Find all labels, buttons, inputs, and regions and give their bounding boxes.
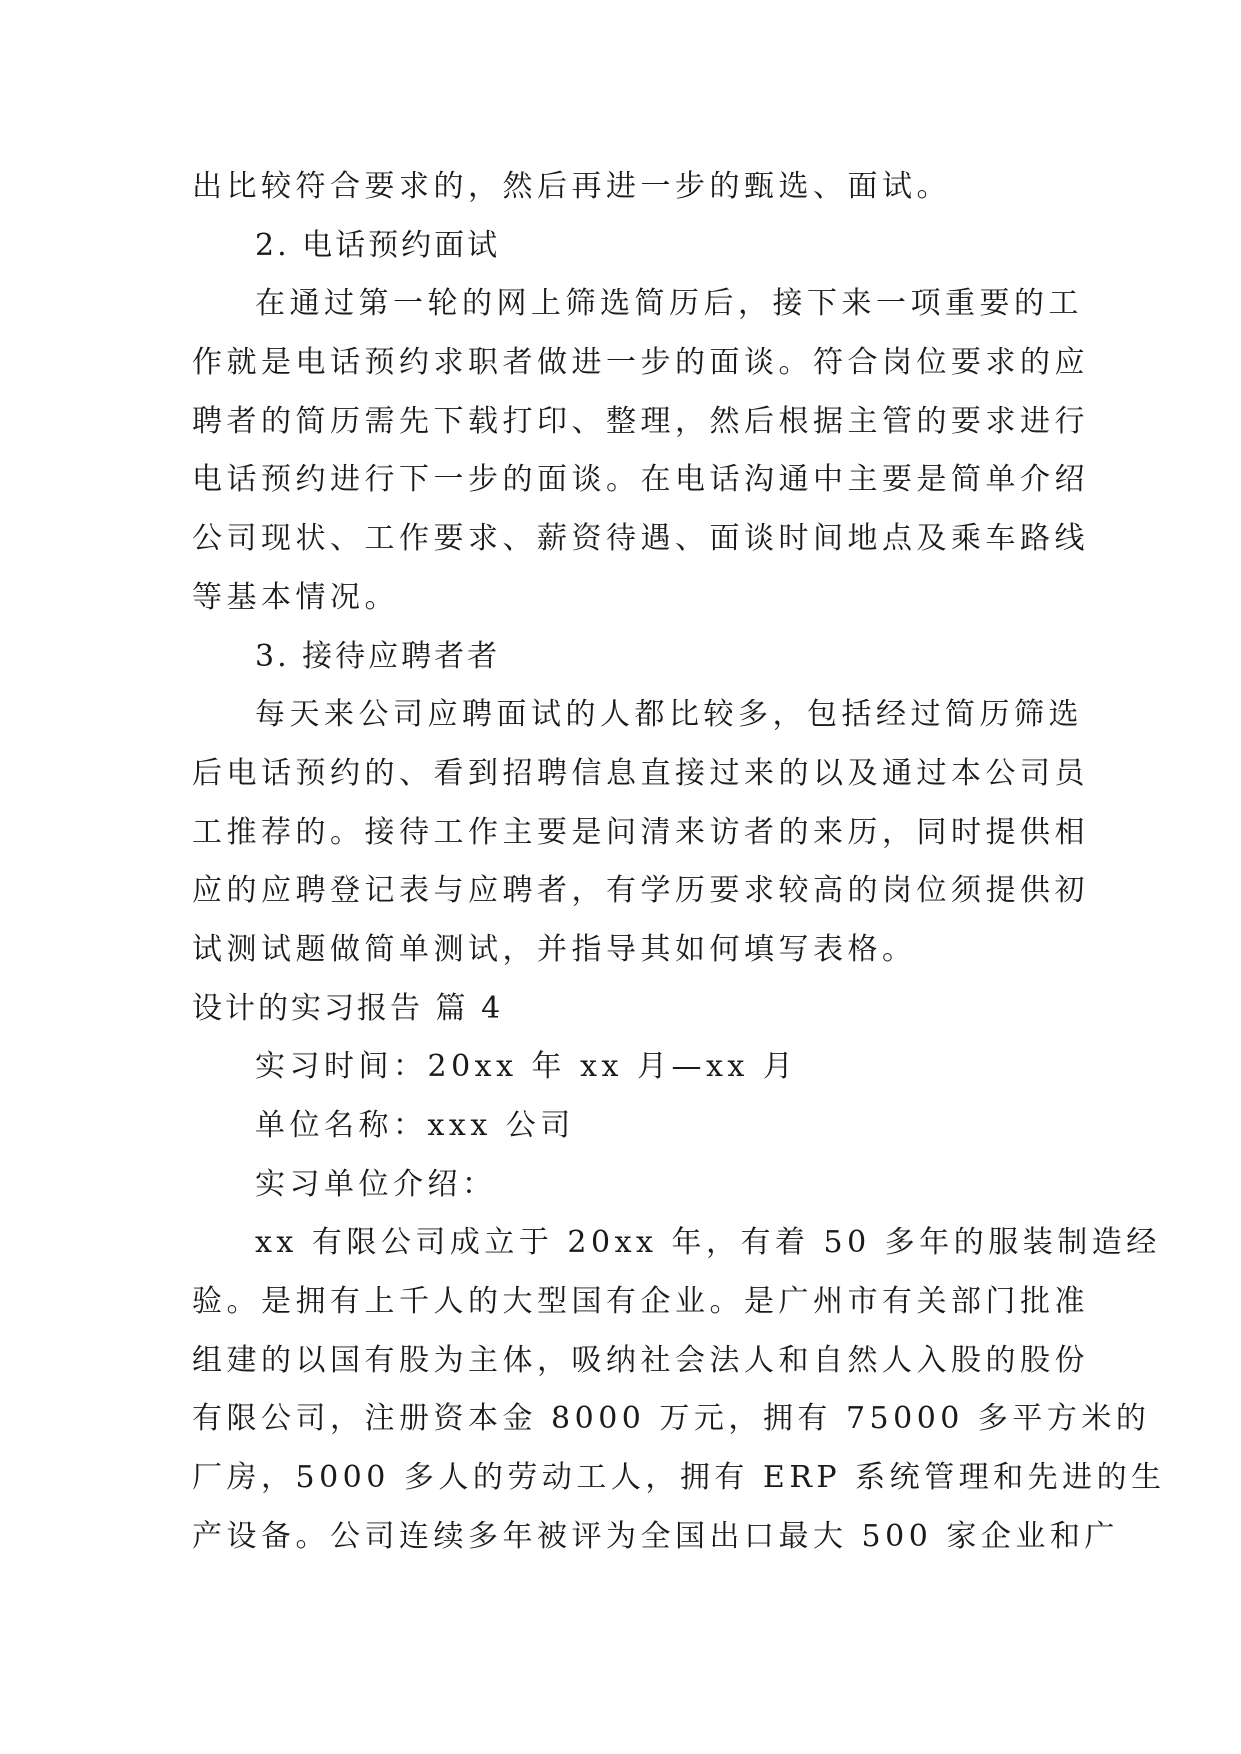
- paragraph-line: 试测试题做简单测试，并指导其如何填写表格。: [192, 931, 917, 967]
- paragraph-line: 后电话预约的、看到招聘信息直接过来的以及通过本公司员: [192, 755, 1089, 791]
- paragraph-line: 作就是电话预约求职者做进一步的面谈。符合岗位要求的应: [192, 345, 1089, 381]
- paragraph-line: 公司现状、工作要求、薪资待遇、面谈时间地点及乘车路线: [192, 521, 1089, 557]
- paragraph-line: 出比较符合要求的，然后再进一步的甄选、面试。: [192, 169, 951, 204]
- paragraph-line: 验。是拥有上千人的大型国有企业。是广州市有关部门批准: [192, 1284, 1089, 1320]
- paragraph-line: 厂房，5000 多人的劳动工人，拥有 ERP 系统管理和先进的生: [192, 1460, 1166, 1496]
- paragraph-line: 应的应聘登记表与应聘者，有学历要求较高的岗位须提供初: [192, 873, 1089, 909]
- company-intro-label: 实习单位介绍：: [255, 1166, 497, 1202]
- internship-period: 实习时间：20xx 年 xx 月—xx 月: [255, 1049, 798, 1085]
- document-body: [192, 158, 1166, 1567]
- paragraph-line: xx 有限公司成立于 20xx 年，有着 50 多年的服装制造经: [255, 1225, 1161, 1261]
- section-heading: 2. 电话预约面试: [255, 227, 501, 263]
- paragraph-line: 组建的以国有股为主体，吸纳社会法人和自然人入股的股份: [192, 1342, 1089, 1378]
- paragraph-line: 在通过第一轮的网上筛选简历后，接下来一项重要的工: [255, 286, 1083, 322]
- paragraph-line: 工推荐的。接待工作主要是问清来访者的来历，同时提供相: [192, 814, 1089, 850]
- paragraph-line: 有限公司，注册资本金 8000 万元，拥有 75000 多平方米的: [192, 1401, 1151, 1437]
- report-title: 设计的实习报告 篇 4: [192, 990, 504, 1026]
- paragraph-line: 等基本情况。: [192, 579, 399, 615]
- company-name: 单位名称：xxx 公司: [255, 1108, 575, 1143]
- paragraph-line: 电话预约进行下一步的面谈。在电话沟通中主要是简单介绍: [192, 462, 1089, 498]
- paragraph-line: 产设备。公司连续多年被评为全国出口最大 500 家企业和广: [192, 1518, 1119, 1554]
- section-heading: 3. 接待应聘者者: [255, 638, 501, 674]
- paragraph-line: 每天来公司应聘面试的人都比较多，包括经过简历筛选: [255, 697, 1083, 733]
- paragraph-line: 聘者的简历需先下载打印、整理，然后根据主管的要求进行: [192, 403, 1089, 439]
